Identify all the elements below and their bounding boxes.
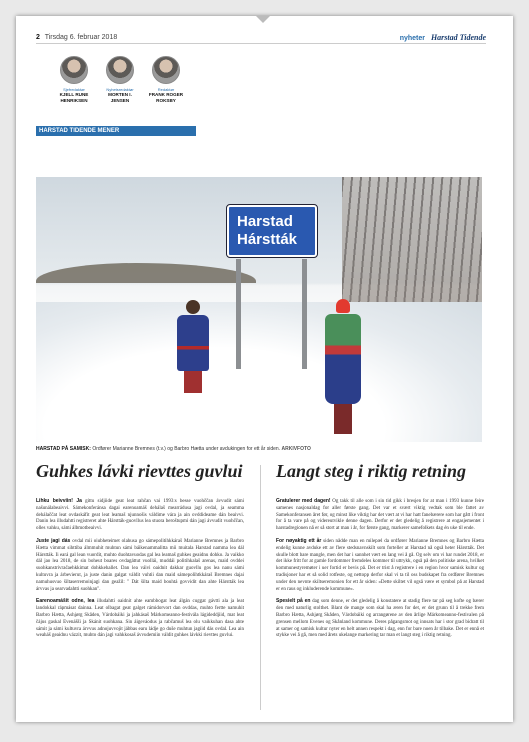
avatar	[106, 56, 134, 84]
editor-card	[50, 56, 98, 103]
place-name-sign	[227, 205, 317, 257]
photo-snow	[36, 302, 482, 442]
editor-name: FRANK ROGER	[148, 92, 184, 97]
article-paragraph: Spesielt på en dag som denne, er det gledelig å konstatere at stadig flere tar på seg kofte og bærer den med naturlig stolthet. Blant de mange som skal ha æren for det, er det grunn til å trekke frem Barbro Hætta, Ashjørg Skåden, Várdobáiki og arrangørene av den årlige Márkomeanno-festivalen på grensen mellom Evenes og Skånland kommune. Deres pågangsmot og innsats har i stor grad bidratt til at samer og samisk kultur nyter en helt annen respekt i dag, enn for bare noen år tilbake. Det er ennå et stykke vei å gå, men med årets ukelange markering tar man et langt steg i riktig retning.	[276, 598, 485, 639]
article-sami	[36, 460, 244, 645]
article-photo	[36, 177, 482, 442]
photo-hills	[36, 263, 256, 283]
person-figure	[319, 299, 367, 442]
editor-role: Redaktør	[157, 87, 175, 92]
article-norwegian	[276, 460, 484, 645]
caption-text: Ordfører Marianne Bremnes (t.v.) og Barbro Hætta under avdukingen for ett år siden.	[92, 446, 281, 452]
editor-card	[142, 56, 190, 103]
article-paragraph: For nøyaktig ett år siden nådde man en milepæl da ordfører Marianne Bremnes og Barbro Hætta endelig kunne avduke ett av flere stedsnavnskilt som forteller at Harstad nå også heter Hárstták. Det skulle blott bare mangle, men det har i sannhet vært en lang vei å gå. Og selv om vi har rundet 2018, er det ikke fritt for at gamle fordommer fremdeles kommer til uttrykk, også på den politiske arena, hvilket kommunestyremøter i uer fortid er bevis på. Det er trist å registrere i en region hvor samisk kultur og tradisjoner har et så solid rotfeste, og nettopp derfor skal vi ta til oss budskapet fra ordfører Bremnes under den nevnte skiltseremonien for ett år siden: «Dette skiltet vil også være et symbol på at Harstad er en raus og inkluderende kommune».	[276, 537, 485, 592]
editor-name: ROKSBY	[156, 97, 176, 103]
masthead-right	[400, 32, 486, 45]
caption-lead: HARSTAD PÅ SAMISK:	[36, 446, 91, 452]
paper-logo: Harstad Tidende	[430, 33, 486, 42]
sign-pole	[236, 259, 241, 369]
avatar	[60, 56, 88, 84]
page-notch-icon	[256, 16, 270, 23]
issue-date: Tirsdag 6. februar 2018	[44, 34, 118, 41]
person-figure	[171, 300, 215, 400]
article-headline: Guhkes lávki rievttes guvlui	[36, 461, 243, 481]
article-paragraph: Juste jagi dás ovdal mii oiubheteimet olahusa go sámepolitihkkáraš Marianne Bremnes ja Barbro Hætta vimmat sihttiba álmmuhit muhtun sámi báikenammalitta mii muitala Harstad namma lea dál Hárstták. Ii eará gal lean vuordit, muhto duohtavuodas gal lea leamaš guhkes geaidnu dohko. Ja vaikko dál jao lea 2018, de sin boheut boares ovdagáttut vuollái, muddái politihkalaš arenas, maid ovddei suohkanstrivračaehkkimat dohkkehallet. Dan lea váivi oaidnit dakkar guovllu gos lea nanu sámi kultuvra ja árbevierut, ja juste danin galgat váldit vuhtii dan maid sámepolihtkkáraš Bremnes dajai namuhusvuo šiltaserremoinjagi dan geažil: " Dát šilta maid bouhtá govvidit dan ahte Hárstták lea árvvas ja searvadahtti suohkan".	[36, 537, 244, 592]
article-headline: Langt steg i riktig retning	[276, 461, 467, 481]
sign-line-2: Hárstták	[237, 231, 298, 248]
article-paragraph: Earenoamášit odne, lea illudahtti oaidnit ahte eambbogat leat álgán cuggat gávtti ala ja leat landokkal rápmásat dainna. Leat olbagat geat galget rámidorvort dan ovddas, muhto fertte namuhit Barbro Hætta, Ashjørg Skåden, Várdobáiki ja jahkásaš Márkomeanno-festivála lágideddjiid, mat leat čájus gaskal Evenášši ja Skánit suohkana. Sin áigeváodus ja rabčamuš lea olu vaikkuhan dasa ahte sámit ja sámi kultuvra árvvus adnojuvvojit jábbas earu ládje go duše muhtun jagiid dás ovdal. Lea ain weaháš geaidnu vázzit, muhto dán jagi vahkkosaš ávvudemiin váldit guhkes lávkki rievttes guvlui.	[36, 598, 244, 639]
caption-credit: ARKIVFOTO	[281, 446, 311, 452]
article-paragraph: Gratulerer med dagen! Og takk til alle som i sin tid gikk i bresjen for at man i 1993 kunne feire samenes nasjonaldag for aller første gang. Det var et svært viktig vedtak som ble fattet av Samekonferansen året før, og minst like viktig har det vært at vi har hatt fanebærere som har gått i front for å ta vare på og videreutvikle denne dagen. Derfor er det gledelig å registrere at engasjementet i harstadregionen nå er så stort at man i år, for første gang, markerer samefolkets dag én uke til ende.	[276, 498, 484, 532]
editor-name: KJELL RUNE	[59, 92, 89, 97]
column-divider	[260, 465, 261, 710]
editor-role: Sjefredaktør	[63, 87, 85, 92]
section-label: nyheter	[399, 35, 425, 42]
editor-card	[96, 56, 144, 103]
page-number: 2	[36, 34, 40, 41]
editor-name: MORTEN I.	[108, 92, 132, 97]
editor-name: JENSEN	[110, 97, 130, 103]
article-paragraph: Lihku beivviin! Ja gittu sidjiide geat leat rahčan vai 1993:s besse vuohččan ávvudit sámi našunálabeaivvi. Sámekonferánsa dagai earenoamáš dehálaš mearrádusa jagi ovdal, ja seamma dehálaččat leat ovdaskáfit geat leat leamaš njunnošis váldime vára ja ain ovddideame dán beaivvi. Danin lea illudahtti registreret ahte Hárstták-guovllus lea stuora beroštupmi dán jagi ávvudit vuohččan, olles vahku, sámi álbmotbeaivvi.	[36, 498, 244, 532]
editor-name: HENRIKSEN	[60, 97, 88, 103]
sign-line-1: Harstad	[237, 213, 293, 230]
editor-role: Nyhetsredaktør	[106, 87, 134, 92]
avatar	[152, 56, 180, 84]
sign-pole	[302, 259, 307, 369]
photo-caption	[36, 446, 482, 453]
masthead	[36, 32, 486, 44]
editorial-banner: HARSTAD TIDENDE MENER	[36, 126, 196, 136]
editors-panel	[50, 56, 220, 122]
